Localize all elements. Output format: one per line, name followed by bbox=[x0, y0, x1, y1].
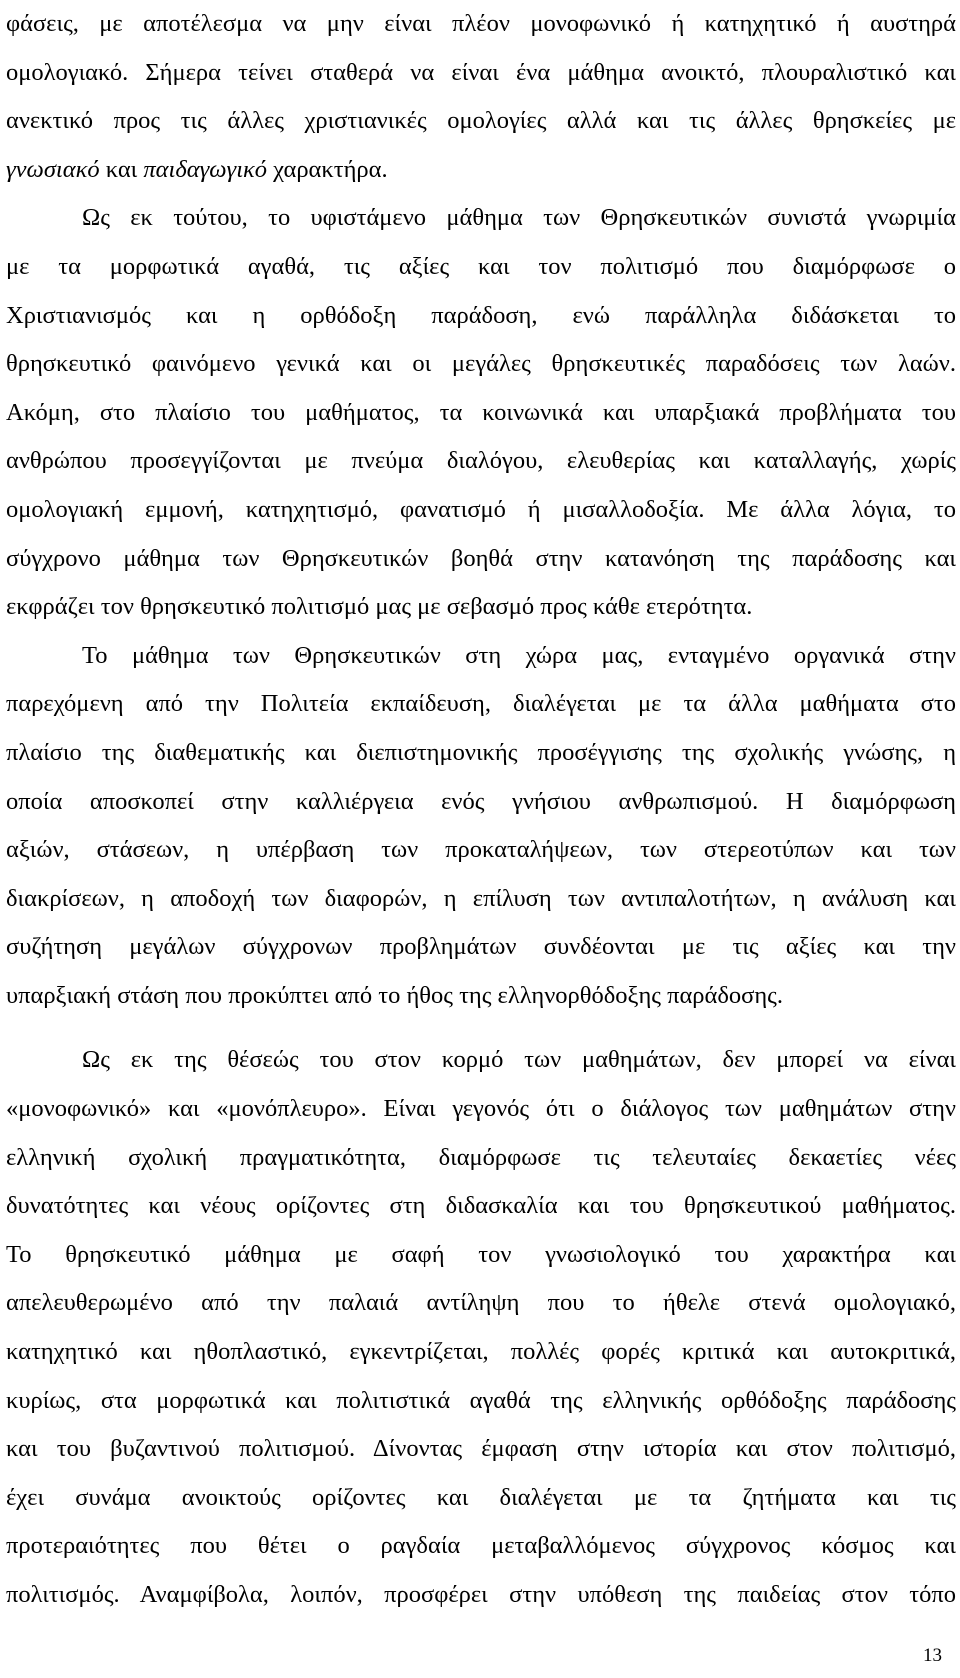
text-line: έχει συνάμα ανοικτούς ορίζοντες και διαλέγεται με τα ζητήματα και τις bbox=[6, 1483, 956, 1511]
text-line: παρεχόμενη από την Πολιτεία εκπαίδευση, διαλέγεται με τα άλλα μαθήματα στο bbox=[6, 690, 956, 718]
text-line: ανθρώπου προσεγγίζονται με πνεύμα διαλόγου, ελευθερίας και καταλλαγής, χωρίς bbox=[6, 447, 956, 475]
text-line: απελευθερωμένο από την παλαιά αντίληψη που το ήθελε στενά ομολογιακό, bbox=[6, 1289, 956, 1317]
page-number: 13 bbox=[923, 1645, 942, 1666]
text-line: φάσεις, με αποτέλεσμα να μην είναι πλέον μονοφωνικό ή κατηχητικό ή αυστηρά bbox=[6, 10, 956, 37]
text-line: Το θρησκευτικό μάθημα με σαφή τον γνωσιολογικό του χαρακτήρα και bbox=[6, 1240, 956, 1268]
text-line: αξιών, στάσεων, η υπέρβαση των προκαταλήψεων, των στερεοτύπων και των bbox=[6, 836, 956, 864]
text-line: με τα μορφωτικά αγαθά, τις αξίες και τον πολιτισμό που διαμόρφωσε ο bbox=[6, 252, 956, 280]
text-line: εκφράζει τον θρησκευτικό πολιτισμό μας με σεβασμό προς κάθε ετερότητα. bbox=[6, 593, 753, 621]
text-fragment: και bbox=[99, 155, 144, 183]
text-line: οποία αποσκοπεί στην καλλιέργεια ενός γνήσιου ανθρωπισμού. Η διαμόρφωση bbox=[6, 787, 956, 815]
text-line: συζήτηση μεγάλων σύγχρονων προβλημάτων συνδέονται με τις αξίες και την bbox=[6, 933, 956, 961]
text-line: κατηχητικό και ηθοπλαστικό, εγκεντρίζεται, πολλές φορές κριτικά και αυτοκριτικά, bbox=[6, 1338, 956, 1366]
text-line: κυρίως, στα μορφωτικά και πολιτιστικά αγαθά της ελληνικής ορθόδοξης παράδοσης bbox=[6, 1386, 956, 1414]
paragraph-spacer bbox=[6, 1020, 956, 1036]
text-line: δυνατότητες και νέους ορίζοντες στη διδασκαλία και του θρησκευτικού μαθήματος. bbox=[6, 1192, 956, 1220]
text-line: σύγχρονο μάθημα των Θρησκευτικών βοηθά στην κατανόηση της παράδοσης και bbox=[6, 544, 956, 572]
text-line: ελληνική σχολική πραγματικότητα, διαμόρφωσε τις τελευταίες δεκαετίες νέες bbox=[6, 1143, 956, 1171]
text-line: και του βυζαντινού πολιτισμού. Δίνοντας έμφαση στην ιστορία και στον πολιτισμό, bbox=[6, 1435, 956, 1463]
text-line: Ως εκ τούτου, το υφιστάμενο μάθημα των Θρησκευτικών συνιστά γνωριμία bbox=[82, 204, 956, 232]
text-line: Ακόμη, στο πλαίσιο του μαθήματος, τα κοινωνικά και υπαρξιακά προβλήματα του bbox=[6, 398, 956, 426]
paragraph-4 bbox=[6, 1036, 956, 1619]
text-line: «μονοφωνικό» και «μονόπλευρο». Είναι γεγονός ότι ο διάλογος των μαθημάτων στην bbox=[6, 1095, 956, 1123]
text-fragment: χαρακτήρα. bbox=[267, 155, 388, 183]
text-line bbox=[6, 146, 956, 195]
paragraph-3 bbox=[6, 632, 956, 1021]
text-line: υπαρξιακή στάση που προκύπτει από το ήθος της ελληνορθόδοξης παράδοσης. bbox=[6, 981, 784, 1009]
text-line: Ως εκ της θέσεώς του στον κορμό των μαθημάτων, δεν μπορεί να είναι bbox=[82, 1046, 956, 1074]
italic-term: γνωσιακό bbox=[6, 155, 100, 183]
text-line: ανεκτικό προς τις άλλες χριστιανικές ομολογίες αλλά και τις άλλες θρησκείες με bbox=[6, 107, 956, 135]
text-line: Το μάθημα των Θρησκευτικών στη χώρα μας, ενταγμένο οργανικά στην bbox=[82, 641, 956, 669]
text-line: προτεραιότητες που θέτει ο ραγδαία μεταβαλλόμενος σύγχρονος κόσμος και bbox=[6, 1532, 956, 1560]
italic-term: παιδαγωγικό bbox=[143, 155, 268, 183]
text-line: ομολογιακό. Σήμερα τείνει σταθερά να είναι ένα μάθημα ανοικτό, πλουραλιστικό και bbox=[6, 58, 956, 86]
text-line: ομολογιακή εμμονή, κατηχητισμό, φανατισμό ή μισαλλοδοξία. Με άλλα λόγια, το bbox=[6, 495, 956, 523]
text-line: Χριστιανισμός και η ορθόδοξη παράδοση, ενώ παράλληλα διδάσκεται το bbox=[6, 301, 956, 329]
text-line: πολιτισμός. Αναμφίβολα, λοιπόν, προσφέρει στην υπόθεση της παιδείας στον τόπο bbox=[6, 1581, 956, 1608]
text-line: πλαίσιο της διαθεματικής και διεπιστημονικής προσέγγισης της σχολικής γνώσης, η bbox=[6, 738, 956, 766]
body-text bbox=[6, 0, 956, 1620]
text-line: θρησκευτικό φαινόμενο γενικά και οι μεγάλες θρησκευτικές παραδόσεις των λαών. bbox=[6, 350, 956, 378]
paragraph-1 bbox=[6, 0, 956, 194]
text-line: διακρίσεων, η αποδοχή των διαφορών, η επίλυση των αντιπαλοτήτων, η ανάλυση και bbox=[6, 884, 956, 912]
paragraph-2 bbox=[6, 194, 956, 631]
